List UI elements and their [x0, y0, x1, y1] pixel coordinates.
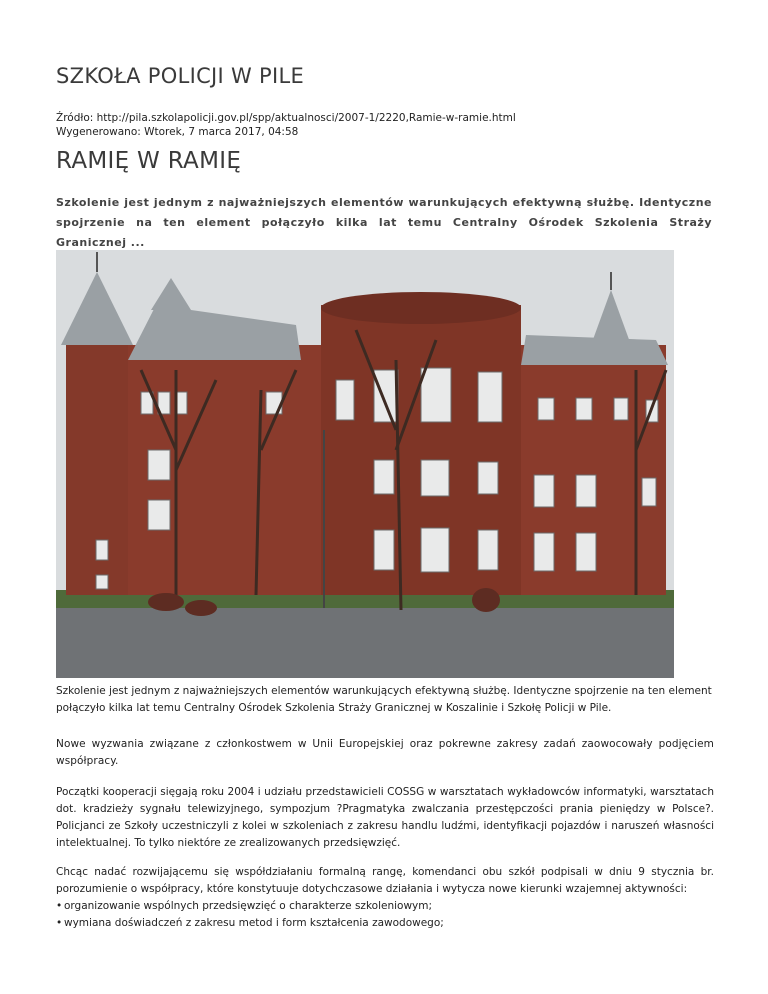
- site-title: SZKOŁA POLICJI W PILE: [56, 64, 305, 88]
- cooperation-list: [56, 898, 714, 932]
- article-lead: Szkolenie jest jednym z najważniejszych elementów warunkujących efektywną służbę. Identyczne spojrzenie na ten element połączyło kilka lat temu Centralny Ośrodek Szkolenia Straży Granicznej ...: [56, 196, 712, 249]
- list-item: [56, 915, 714, 932]
- bullet-icon: •: [56, 900, 63, 912]
- generated-line: Wygenerowano: Wtorek, 7 marca 2017, 04:58: [56, 126, 299, 138]
- paragraph-3: Chcąc nadać rozwijającemu się współdziałaniu formalną rangę, komendanci obu szkół podpisali w dniu 9 stycznia br. porozumienie o współpracy, które konstytuuje dotychczasowe działania i wytycza nowe kierunki wzajemnej aktywności:: [56, 865, 714, 895]
- article-photo: [56, 250, 674, 678]
- list-item-text: organizowanie wspólnych przedsięwzięć o charakterze szkoleniowym;: [64, 900, 433, 912]
- paragraph-1: Nowe wyzwania związane z członkostwem w Unii Europejskiej oraz pokrewne zakresy zadań zaowocowały podjęciem współpracy.: [56, 737, 714, 767]
- building-photo-illustration: [56, 250, 674, 678]
- paragraph-2: Początki kooperacji sięgają roku 2004 i udziału przedstawicieli COSSG w warsztatach wykładowców informatyki, warsztatach dot. kradzieży sygnału telewizyjnego, sympozjum ?Pragmatyka zwalczania przestępczości prania pieniędzy w Polsce?. Policjanci ze Szkoły uczestniczyli z kolei w szkoleniach z zakresu handlu ludźmi, identyfikacji pojazdów i naruszeń własności intelektualnej. To tylko niektóre ze zrealizowanych przedsięwzięć.: [56, 785, 714, 849]
- list-item-text: wymiana doświadczeń z zakresu metod i form kształcenia zawodowego;: [64, 917, 444, 929]
- bullet-icon: •: [56, 917, 63, 929]
- photo-caption: Szkolenie jest jednym z najważniejszych elementów warunkujących efektywną służbę. Identyczne spojrzenie na ten element połączyło kilka lat temu Centralny Ośrodek Szkolenia Straży Granicznej w Koszalinie i Szkołę Policji w Pile.: [56, 685, 712, 714]
- list-item: [56, 898, 714, 915]
- document-meta: [56, 111, 516, 139]
- article-title: RAMIĘ W RAMIĘ: [56, 148, 242, 174]
- source-line: Źródło: http://pila.szkolapolicji.gov.pl/spp/aktualnosci/2007-1/2220,Ramie-w-ramie.html: [56, 112, 516, 124]
